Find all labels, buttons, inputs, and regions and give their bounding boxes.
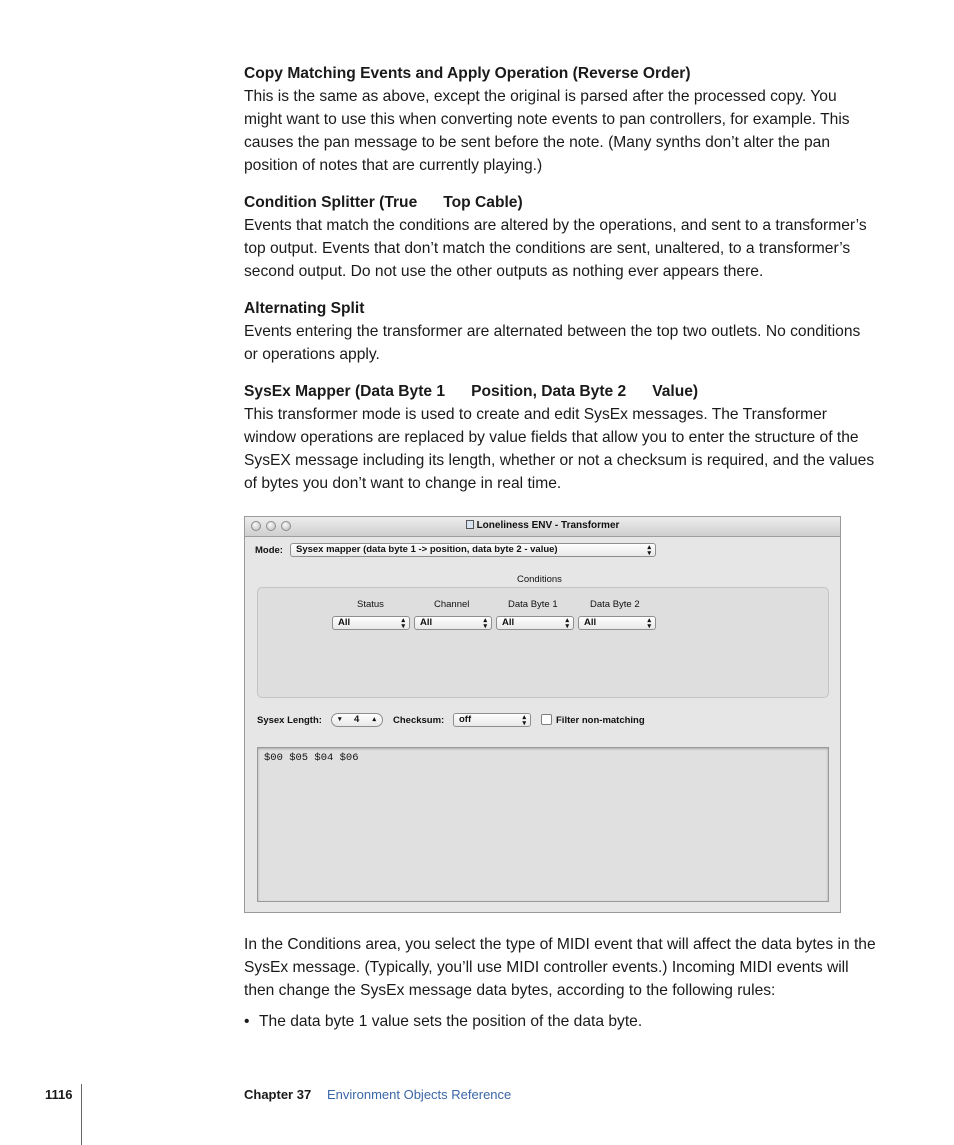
mode-select-value: Sysex mapper (data byte 1 -> position, data byte 2 - value) bbox=[296, 544, 558, 555]
window-titlebar[interactable] bbox=[245, 517, 840, 537]
section-heading bbox=[244, 380, 876, 403]
window-title bbox=[245, 520, 840, 531]
bullet-marker: • bbox=[244, 1013, 250, 1030]
bullet-list bbox=[244, 1010, 876, 1033]
checksum-select[interactable] bbox=[453, 713, 531, 727]
footer-divider bbox=[81, 1084, 82, 1145]
heading-part: Condition Splitter (True bbox=[244, 194, 418, 211]
updown-arrows-icon: ▴ ▾ bbox=[647, 544, 651, 557]
section-body: Events that match the conditions are altered by the operations, and sent to a transformer’s top output. Events that don’t match the conditions are sent, unaltered, to a transformer’s second output. Do not use the other outputs as nothing ever appears there. bbox=[244, 217, 867, 280]
status-select[interactable] bbox=[332, 616, 410, 630]
mode-select[interactable] bbox=[290, 543, 656, 557]
updown-arrows-icon: ▴ ▾ bbox=[483, 617, 487, 630]
heading-part: Value) bbox=[652, 383, 699, 400]
paragraph: In the Conditions area, you select the type of MIDI event that will affect the data bytes in the SysEx message. (Typically, you’ll use MIDI controller events.) Incoming MIDI events will then change the SysEx message data bytes, according to the following rules: bbox=[244, 936, 876, 999]
updown-arrows-icon: ▴ ▾ bbox=[522, 714, 526, 727]
sysex-data-text: $00 $05 $04 $06 bbox=[264, 752, 359, 764]
filter-non-matching-checkbox[interactable] bbox=[541, 714, 552, 725]
section-heading: Copy Matching Events and Apply Operation (Reverse Order) bbox=[244, 65, 691, 82]
column-header-data-byte-1: Data Byte 1 bbox=[508, 599, 558, 610]
section-body: This is the same as above, except the original is parsed after the processed copy. You might want to use this when converting note events to pan controllers, for example. This causes the pan message to be sent before the note. (Many synths don’t alter the pan position of notes that are currently playing.) bbox=[244, 88, 850, 174]
transformer-window bbox=[244, 516, 841, 913]
data-byte-2-select[interactable] bbox=[578, 616, 656, 630]
increment-arrow-icon[interactable]: ▴ bbox=[372, 716, 376, 723]
sysex-length-value: 4 bbox=[354, 714, 360, 725]
updown-arrows-icon: ▴ ▾ bbox=[647, 617, 651, 630]
decrement-arrow-icon[interactable]: ▾ bbox=[338, 716, 342, 723]
column-header-status: Status bbox=[357, 599, 384, 610]
sysex-length-stepper[interactable] bbox=[331, 713, 383, 727]
checksum-select-value: off bbox=[459, 714, 472, 725]
channel-select-value: All bbox=[420, 617, 433, 628]
conditions-label: Conditions bbox=[517, 574, 562, 585]
data-byte-1-select-value: All bbox=[502, 617, 515, 628]
data-byte-1-select[interactable] bbox=[496, 616, 574, 630]
section-body: This transformer mode is used to create and edit SysEx messages. The Transformer window operations are replaced by value fields that allow you to enter the structure of the SysEX message including its length, whether or not a checksum is required, and the values of bytes you don’t want to change in real time. bbox=[244, 406, 875, 492]
data-byte-2-select-value: All bbox=[584, 617, 597, 628]
conditions-explanation bbox=[244, 933, 876, 1002]
section-alternating-split bbox=[244, 297, 876, 366]
section-heading: Alternating Split bbox=[244, 300, 365, 317]
document-icon bbox=[466, 520, 474, 529]
page-number: 1116 bbox=[45, 1087, 73, 1102]
section-sysex-mapper bbox=[244, 380, 876, 495]
footer-chapter: Chapter 37 bbox=[244, 1087, 312, 1102]
section-condition-splitter bbox=[244, 191, 876, 283]
column-header-data-byte-2: Data Byte 2 bbox=[590, 599, 640, 610]
section-heading bbox=[244, 191, 876, 214]
heading-part: Position, Data Byte 2 bbox=[471, 383, 627, 400]
updown-arrows-icon: ▴ ▾ bbox=[401, 617, 405, 630]
filter-non-matching-label: Filter non-matching bbox=[556, 715, 645, 726]
conditions-group bbox=[257, 587, 829, 698]
footer-chapter-title[interactable]: Environment Objects Reference bbox=[327, 1087, 512, 1102]
column-header-channel: Channel bbox=[434, 599, 470, 610]
list-item bbox=[244, 1010, 876, 1033]
sysex-data-field[interactable] bbox=[257, 747, 829, 902]
heading-part: Top Cable) bbox=[443, 194, 523, 211]
list-item-text: The data byte 1 value sets the position of the data byte. bbox=[259, 1013, 643, 1030]
channel-select[interactable] bbox=[414, 616, 492, 630]
section-body: Events entering the transformer are alternated between the top two outlets. No conditions or operations apply. bbox=[244, 323, 861, 363]
sysex-length-label: Sysex Length: bbox=[257, 715, 322, 726]
heading-part: SysEx Mapper (Data Byte 1 bbox=[244, 383, 446, 400]
updown-arrows-icon: ▴ ▾ bbox=[565, 617, 569, 630]
status-select-value: All bbox=[338, 617, 351, 628]
window-title-text: Loneliness ENV - Transformer bbox=[476, 520, 620, 531]
checksum-label: Checksum: bbox=[393, 715, 445, 726]
section-copy-matching-reverse bbox=[244, 62, 876, 177]
mode-label: Mode: bbox=[255, 545, 283, 556]
